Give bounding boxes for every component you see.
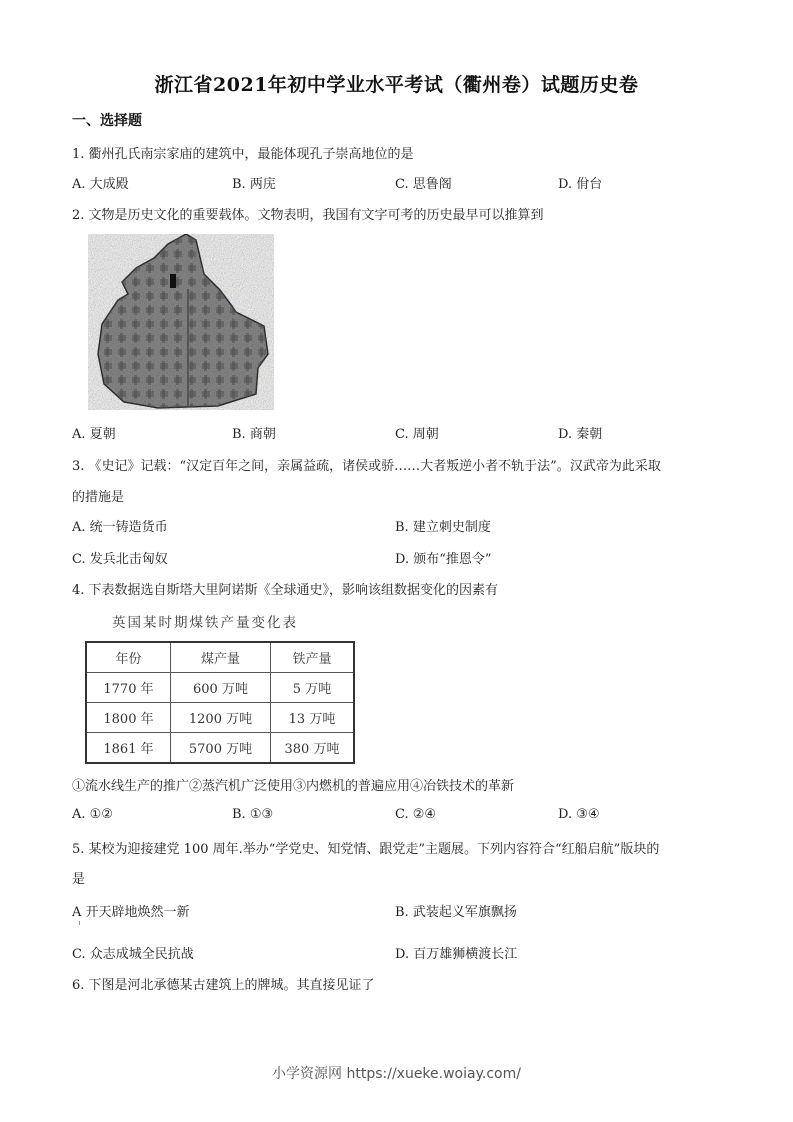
cell-coal: 5700 万吨 <box>171 733 271 764</box>
q3-option-c: C. 发兵北击匈奴 <box>72 552 168 567</box>
cell-year: 1861 年 <box>86 733 171 764</box>
table-header-row <box>86 642 354 673</box>
q5-option-b: B. 武装起义军旗飘扬 <box>395 905 517 920</box>
q1-option-b: B. 两庑 <box>232 177 276 192</box>
q1-option-d: D. 佾台 <box>558 177 603 192</box>
section-heading: 一、选择题 <box>72 113 142 129</box>
q2-option-b: B. 商朝 <box>232 427 276 442</box>
cell-coal: 1200 万吨 <box>171 703 271 733</box>
q2-option-c: C. 周朝 <box>395 427 439 442</box>
cell-iron: 380 万吨 <box>271 733 355 764</box>
q4-option-a: A. ①② <box>72 807 113 822</box>
header-year: 年份 <box>86 642 171 673</box>
question-4-stem: 4. 下表数据选自斯塔大里阿诺斯《全球通史》，影响该组数据变化的因素有 <box>72 583 499 598</box>
table-row <box>86 703 354 733</box>
q1-option-a: A. 大成殿 <box>72 177 129 192</box>
question-5-stem-continued: 是 <box>72 872 86 887</box>
q3-option-d: D. 颁布“推恩令” <box>395 552 492 567</box>
cell-year: 1800 年 <box>86 703 171 733</box>
footer-watermark: 小学资源网 https://xueke.woiay.com/ <box>272 1066 521 1082</box>
stray-mark <box>79 921 80 925</box>
coal-iron-table <box>85 641 355 764</box>
table-caption: 英国某时期煤铁产量变化表 <box>112 615 298 631</box>
table-row <box>86 673 354 703</box>
question-4-factors: ①流水线生产的推广②蒸汽机广泛使用③内燃机的普遍应用④冶铁技术的革新 <box>72 779 515 794</box>
page-title: 浙江省2021年初中学业水平考试（衢州卷）试题历史卷 <box>154 74 639 96</box>
question-1-stem: 1. 衢州孔氏南宗家庙的建筑中，最能体现孔子崇高地位的是 <box>72 147 414 162</box>
cell-iron: 13 万吨 <box>271 703 355 733</box>
cell-iron: 5 万吨 <box>271 673 355 703</box>
q5-option-d: D. 百万雄狮横渡长江 <box>395 947 518 962</box>
oracle-bone-image <box>88 234 274 410</box>
q1-option-c: C. 思鲁阁 <box>395 177 452 192</box>
cell-coal: 600 万吨 <box>171 673 271 703</box>
q4-option-c: C. ②④ <box>395 807 437 822</box>
question-3-stem: 3. 《史记》记载：“汉定百年之间，亲属益疏，诸侯或骄……大者叛逆小者不轨于法”。汉武帝为此采取 <box>72 459 661 474</box>
question-2-stem: 2. 文物是历史文化的重要载体。文物表明，我国有文字可考的历史最早可以推算到 <box>72 208 544 223</box>
q3-option-b: B. 建立刺史制度 <box>395 520 491 535</box>
header-iron: 铁产量 <box>271 642 355 673</box>
table-row <box>86 733 354 764</box>
q2-option-d: D. 秦朝 <box>558 427 603 442</box>
q4-option-b: B. ①③ <box>232 807 274 822</box>
header-coal: 煤产量 <box>171 642 271 673</box>
cell-year: 1770 年 <box>86 673 171 703</box>
q4-option-d: D. ③④ <box>558 807 600 822</box>
q3-option-a: A. 统一铸造货币 <box>72 520 168 535</box>
question-5-stem: 5. 某校为迎接建党 100 周年.举办“学党史、知党情、跟党走”主题展。下列内容符合“红船启航”版块的 <box>72 842 660 857</box>
question-3-stem-continued: 的措施是 <box>72 490 125 505</box>
q5-option-a: A 开天辟地焕然一新 <box>72 905 190 920</box>
q5-option-c: C. 众志成城全民抗战 <box>72 947 194 962</box>
question-6-stem: 6. 下图是河北承德某古建筑上的牌城。其直接见证了 <box>72 978 375 993</box>
q2-option-a: A. 夏朝 <box>72 427 116 442</box>
